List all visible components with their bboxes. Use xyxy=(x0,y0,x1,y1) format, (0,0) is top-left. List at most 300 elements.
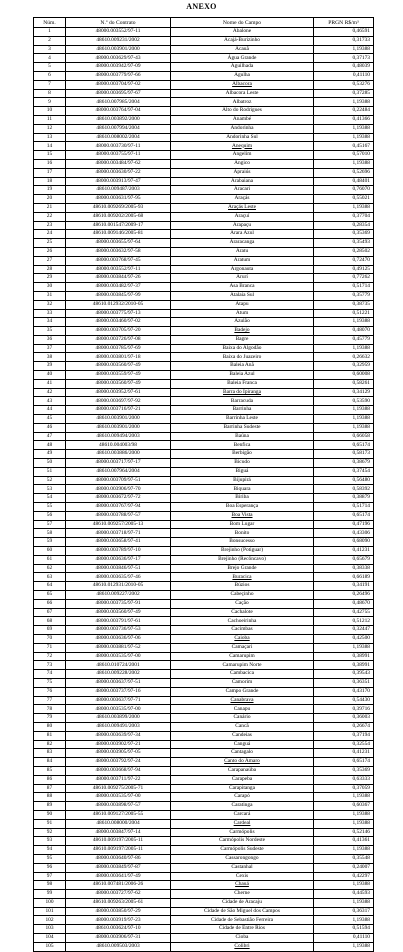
prgn-value: 0,51714 xyxy=(314,283,374,292)
row-number: 97 xyxy=(34,872,66,881)
field-name: Cação xyxy=(171,599,314,608)
table-row xyxy=(34,415,374,424)
table-row xyxy=(34,942,374,951)
table-row xyxy=(34,45,374,54)
prgn-value: 0,32959 xyxy=(314,362,374,371)
prgn-value: 0,41110 xyxy=(314,934,374,943)
prgn-value: 1,19388 xyxy=(314,881,374,890)
prgn-value: 0,34129 xyxy=(314,388,374,397)
prgn-value: 0,31733 xyxy=(314,36,374,45)
row-number: 72 xyxy=(34,652,66,661)
prgn-value: 0,53276 xyxy=(314,80,374,89)
table-row xyxy=(34,784,374,793)
row-number: 3 xyxy=(34,45,66,54)
table-body xyxy=(34,28,374,952)
contract-number: 48610.009487/2003 xyxy=(66,186,171,195)
prgn-value: 0,55021 xyxy=(314,195,374,204)
field-name: Carmópolis Sudeste xyxy=(171,846,314,855)
row-number: 78 xyxy=(34,705,66,714)
field-name: Atapu xyxy=(171,300,314,309)
row-number: 101 xyxy=(34,907,66,916)
table-row xyxy=(34,582,374,591)
contract-number: 48000.003785/97-69 xyxy=(66,344,171,353)
contract-number: 48000.003658/97-41 xyxy=(66,538,171,547)
prgn-value: 0,35548 xyxy=(314,854,374,863)
field-name: Aracari xyxy=(171,186,314,195)
table-row xyxy=(34,837,374,846)
contract-number: 48000.003788/97-57 xyxy=(66,511,171,520)
prgn-value: 0,66058 xyxy=(314,432,374,441)
field-name: Bagre xyxy=(171,335,314,344)
row-number: 19 xyxy=(34,186,66,195)
contract-number: 48000.003847/97-14 xyxy=(66,828,171,837)
contract-number: 48610.007985/2004 xyxy=(66,98,171,107)
field-name: Brejinho (Recôncavo) xyxy=(171,555,314,564)
row-number: 15 xyxy=(34,151,66,160)
row-number: 27 xyxy=(34,256,66,265)
field-name: Cidade de São Miguel dos Campos xyxy=(171,907,314,916)
prgn-value: 1,19388 xyxy=(314,133,374,142)
contract-number: 48610.003892/2000 xyxy=(66,115,171,124)
contract-number: 48610.009146/2005-81 xyxy=(66,230,171,239)
field-name: Camaçari xyxy=(171,643,314,652)
row-number: 98 xyxy=(34,881,66,890)
contract-number: 48000.003560/97-49 xyxy=(66,379,171,388)
field-name: Araracanga xyxy=(171,239,314,248)
row-number: 6 xyxy=(34,71,66,80)
table-row xyxy=(34,881,374,890)
prgn-value: 0,41231 xyxy=(314,749,374,758)
contract-number: 48610.009202/2005-68 xyxy=(66,212,171,221)
contract-number: 48000.003801/97-18 xyxy=(66,353,171,362)
row-number: 89 xyxy=(34,802,66,811)
contract-number: 48000.003846/97-51 xyxy=(66,564,171,573)
field-name: Carmópolis Nordeste xyxy=(171,837,314,846)
table-row xyxy=(34,634,374,643)
row-number: 60 xyxy=(34,547,66,556)
prgn-value: 1,19388 xyxy=(314,318,374,327)
table-row xyxy=(34,608,374,617)
contract-number: 48000.003552/97-11 xyxy=(66,28,171,37)
contract-number: 48000.003764/97-04 xyxy=(66,107,171,116)
table-row xyxy=(34,159,374,168)
table-row xyxy=(34,335,374,344)
prgn-value: 0,39543 xyxy=(314,670,374,679)
prgn-value: 1,19388 xyxy=(314,124,374,133)
table-header-row xyxy=(34,18,374,28)
table-row xyxy=(34,722,374,731)
prgn-value: 0,38679 xyxy=(314,459,374,468)
table-row xyxy=(34,714,374,723)
table-row xyxy=(34,670,374,679)
prgn-value: 0,37285 xyxy=(314,89,374,98)
field-name: Araçás xyxy=(171,195,314,204)
field-name: Cidade de Entre Rios xyxy=(171,925,314,934)
contract-number: 48000.003632/97-58 xyxy=(66,247,171,256)
table-row xyxy=(34,168,374,177)
prgn-value: 0,52696 xyxy=(314,168,374,177)
table-row xyxy=(34,283,374,292)
row-number: 31 xyxy=(34,291,66,300)
contract-number: 48000.003898/97-57 xyxy=(66,802,171,811)
contract-number: 48000.003560/97-49 xyxy=(66,608,171,617)
row-number: 40 xyxy=(34,371,66,380)
row-number: 51 xyxy=(34,467,66,476)
prgn-value: 0,26674 xyxy=(314,722,374,731)
row-number: 26 xyxy=(34,247,66,256)
field-name: Chauá xyxy=(171,881,314,890)
contract-number: 48000.003716/97-21 xyxy=(66,406,171,415)
row-number: 81 xyxy=(34,731,66,740)
prgn-value: 1,19388 xyxy=(314,45,374,54)
row-number: 83 xyxy=(34,749,66,758)
table-row xyxy=(34,661,374,670)
field-name: Acauã xyxy=(171,45,314,54)
row-number: 34 xyxy=(34,318,66,327)
row-number: 42 xyxy=(34,388,66,397)
field-name: Camarupim Norte xyxy=(171,661,314,670)
contract-number: 48000.003641/97-49 xyxy=(66,872,171,881)
contract-number: 48000.003535/97-00 xyxy=(66,705,171,714)
table-row xyxy=(34,775,374,784)
row-number: 79 xyxy=(34,714,66,723)
table-row xyxy=(34,652,374,661)
prgn-value: 0,34191 xyxy=(314,582,374,591)
table-row xyxy=(34,230,374,239)
row-number: 100 xyxy=(34,898,66,907)
contract-number: 48000.003629/97-43 xyxy=(66,54,171,63)
table-row xyxy=(34,28,374,37)
field-name: Araçuí xyxy=(171,212,314,221)
contract-number: 48000.003845/97-99 xyxy=(66,291,171,300)
prgn-value: 0,65679 xyxy=(314,555,374,564)
row-number: 23 xyxy=(34,221,66,230)
field-name: Boa Vista xyxy=(171,511,314,520)
prgn-value: 1,19388 xyxy=(314,344,374,353)
contract-number: 48000.003709/97-51 xyxy=(66,476,171,485)
table-row xyxy=(34,327,374,336)
table-row xyxy=(34,344,374,353)
prgn-value: 0,43306 xyxy=(314,529,374,538)
field-name: Barrinha xyxy=(171,406,314,415)
field-name: Berbigão xyxy=(171,450,314,459)
table-row xyxy=(34,731,374,740)
contract-number: 48610.012932/2010-05 xyxy=(66,300,171,309)
header-num: Núm. xyxy=(34,18,66,28)
field-name: Camarupim xyxy=(171,652,314,661)
row-number: 1 xyxy=(34,28,66,37)
table-row xyxy=(34,907,374,916)
field-name: Aratu xyxy=(171,247,314,256)
field-name: Cambacica xyxy=(171,670,314,679)
contract-number: 48000.003850/97-29 xyxy=(66,907,171,916)
contract-number: 48000.003902/97-21 xyxy=(66,740,171,749)
row-number: 4 xyxy=(34,54,66,63)
field-name: Aguilhada xyxy=(171,63,314,72)
row-number: 95 xyxy=(34,854,66,863)
row-number: 77 xyxy=(34,696,66,705)
prgn-value: 0,41366 xyxy=(314,115,374,124)
prgn-value: 0,56480 xyxy=(314,476,374,485)
row-number: 33 xyxy=(34,309,66,318)
contract-number: 48000.003730/97-11 xyxy=(66,142,171,151)
prgn-value: 0,63333 xyxy=(314,775,374,784)
table-row xyxy=(34,54,374,63)
prgn-value: 1,19388 xyxy=(314,98,374,107)
field-name: Argonauta xyxy=(171,265,314,274)
row-number: 90 xyxy=(34,810,66,819)
field-name: Boa Esperança xyxy=(171,503,314,512)
prgn-value: 0,48670 xyxy=(314,599,374,608)
field-name: Biguá xyxy=(171,467,314,476)
contract-number: 48000.003668/97-94 xyxy=(66,766,171,775)
contract-number: 48000.003952/97-61 xyxy=(66,388,171,397)
table-row xyxy=(34,151,374,160)
field-name: Barra do Ipiranga xyxy=(171,388,314,397)
field-name: Aratum xyxy=(171,256,314,265)
row-number: 53 xyxy=(34,485,66,494)
contract-number: 48000.003791/97-61 xyxy=(66,617,171,626)
table-row xyxy=(34,766,374,775)
table-row xyxy=(34,810,374,819)
table-row xyxy=(34,36,374,45)
table-row xyxy=(34,124,374,133)
prgn-value: 0,51212 xyxy=(314,617,374,626)
contract-number: 48610.003886/2000 xyxy=(66,450,171,459)
field-name: Atum xyxy=(171,309,314,318)
prgn-value: 0,76070 xyxy=(314,186,374,195)
table-row xyxy=(34,696,374,705)
row-number: 44 xyxy=(34,406,66,415)
row-number: 28 xyxy=(34,265,66,274)
field-name: Caratinga xyxy=(171,802,314,811)
field-name: Baleia Anã xyxy=(171,362,314,371)
contract-number: 48000.003695/97-67 xyxy=(66,89,171,98)
table-row xyxy=(34,133,374,142)
field-name: Barrinha Sudeste xyxy=(171,423,314,432)
field-name: Arabaiana xyxy=(171,177,314,186)
prgn-value: 0,26496 xyxy=(314,591,374,600)
contract-number: 48000.003913/97-47 xyxy=(66,177,171,186)
prgn-value: 0,38735 xyxy=(314,300,374,309)
row-number: 45 xyxy=(34,415,66,424)
prgn-value: 1,19388 xyxy=(314,916,374,925)
contract-number: 48000.003849/97-87 xyxy=(66,863,171,872)
table-row xyxy=(34,107,374,116)
row-number: 50 xyxy=(34,459,66,468)
table-row xyxy=(34,793,374,802)
table-row xyxy=(34,705,374,714)
prgn-value: 0,51221 xyxy=(314,309,374,318)
row-number: 2 xyxy=(34,36,66,45)
header-contract: N.º do Contrato xyxy=(66,18,171,28)
field-name: Alto do Rodrigues xyxy=(171,107,314,116)
row-number: 56 xyxy=(34,511,66,520)
contract-number: 48610.007481/2006-26 xyxy=(66,881,171,890)
prgn-value: 0,42297 xyxy=(314,872,374,881)
field-name: Andorinha Sul xyxy=(171,133,314,142)
field-name: Búzios xyxy=(171,582,314,591)
field-name: Campo Grande xyxy=(171,687,314,696)
prgn-value: 0,66189 xyxy=(314,573,374,582)
prgn-value: 1,19388 xyxy=(314,793,374,802)
table-row xyxy=(34,863,374,872)
contract-number: 48000.003631/97-95 xyxy=(66,195,171,204)
table-row xyxy=(34,459,374,468)
row-number: 59 xyxy=(34,538,66,547)
row-number: 68 xyxy=(34,617,66,626)
field-name: Biriba xyxy=(171,494,314,503)
row-number: 87 xyxy=(34,784,66,793)
prgn-value: 0,38991 xyxy=(314,661,374,670)
table-row xyxy=(34,643,374,652)
field-name: Cacimbas xyxy=(171,626,314,635)
table-row xyxy=(34,353,374,362)
row-number: 21 xyxy=(34,203,66,212)
field-name: Castanhal xyxy=(171,863,314,872)
prgn-value: 0,44593 xyxy=(314,890,374,899)
field-name: Água Grande xyxy=(171,54,314,63)
prgn-value: 0,37194 xyxy=(314,731,374,740)
row-number: 58 xyxy=(34,529,66,538)
field-name: Bom Lugar xyxy=(171,520,314,529)
contract-number: 48000.003630/97-22 xyxy=(66,168,171,177)
field-name: Barracuda xyxy=(171,397,314,406)
table-row xyxy=(34,441,374,450)
field-name: Baúna xyxy=(171,432,314,441)
prgn-value: 0,53590 xyxy=(314,397,374,406)
contract-number: 48610.007964/2004 xyxy=(66,467,171,476)
contract-number: 48610.003901/2000 xyxy=(66,415,171,424)
contract-number: 48000.003906/97-70 xyxy=(66,485,171,494)
field-name: Arurí xyxy=(171,274,314,283)
contract-number: 48000.003637/97-71 xyxy=(66,696,171,705)
table-row xyxy=(34,476,374,485)
table-row xyxy=(34,854,374,863)
table-row xyxy=(34,626,374,635)
field-name: Barrinha Leste xyxy=(171,415,314,424)
row-number: 24 xyxy=(34,230,66,239)
table-row xyxy=(34,450,374,459)
prgn-value: 0,41110 xyxy=(314,71,374,80)
prgn-value: 0,26632 xyxy=(314,353,374,362)
contract-number: 48610.001547/2009-17 xyxy=(66,221,171,230)
field-name: Cachoeirinha xyxy=(171,617,314,626)
table-row xyxy=(34,423,374,432)
table-row xyxy=(34,98,374,107)
prgn-value: 0,42755 xyxy=(314,608,374,617)
prgn-value: 0,58392 xyxy=(314,485,374,494)
field-name: Albatroz xyxy=(171,98,314,107)
contract-number: 48610.009494/2003 xyxy=(66,432,171,441)
contract-number: 48610.009231/2002 xyxy=(66,36,171,45)
prgn-value: 0,38338 xyxy=(314,564,374,573)
field-name: Canto do Amaro xyxy=(171,758,314,767)
contract-number: 48000.003640/97-86 xyxy=(66,854,171,863)
table-row xyxy=(34,177,374,186)
prgn-value: 0,51594 xyxy=(314,925,374,934)
contract-number: 48000.003705/97-20 xyxy=(66,327,171,336)
table-row xyxy=(34,371,374,380)
row-number: 70 xyxy=(34,634,66,643)
row-number: 47 xyxy=(34,432,66,441)
contract-number: 48610.009275/2005-71 xyxy=(66,784,171,793)
table-row xyxy=(34,309,374,318)
contract-number: 48610.003901/2000 xyxy=(66,423,171,432)
prgn-value: 0,48070 xyxy=(314,327,374,336)
prgn-value: 1,19388 xyxy=(314,643,374,652)
prgn-value: 0,54430 xyxy=(314,696,374,705)
table-row xyxy=(34,925,374,934)
table-row xyxy=(34,740,374,749)
contract-number: 48000.003535/97-00 xyxy=(66,793,171,802)
contract-number: 48000.003792/97-24 xyxy=(66,758,171,767)
prgn-value: 1,19388 xyxy=(314,203,374,212)
table-row xyxy=(34,555,374,564)
table-row xyxy=(34,274,374,283)
prgn-value: 1,19388 xyxy=(314,846,374,855)
table-row xyxy=(34,89,374,98)
field-name: Arara Azul xyxy=(171,230,314,239)
table-row xyxy=(34,511,374,520)
contracts-table xyxy=(33,17,374,952)
row-number: 57 xyxy=(34,520,66,529)
prgn-value: 0,41361 xyxy=(314,837,374,846)
row-number: 10 xyxy=(34,107,66,116)
table-row xyxy=(34,802,374,811)
contract-number: 48000.003779/97-66 xyxy=(66,71,171,80)
prgn-value: 0,22484 xyxy=(314,107,374,116)
row-number: 29 xyxy=(34,274,66,283)
prgn-value: 0,45779 xyxy=(314,335,374,344)
table-row xyxy=(34,115,374,124)
table-row xyxy=(34,467,374,476)
contract-number: 48000.003736/97-53 xyxy=(66,626,171,635)
contract-number: 48610.012931/2010-05 xyxy=(66,582,171,591)
row-number: 93 xyxy=(34,837,66,846)
contract-number: 48610.007994/2004 xyxy=(66,124,171,133)
prgn-value: 0,28502 xyxy=(314,247,374,256)
header-field-name: Nome do Campo xyxy=(171,18,314,28)
row-number: 20 xyxy=(34,195,66,204)
row-number: 63 xyxy=(34,573,66,582)
field-name: Benfica xyxy=(171,441,314,450)
prgn-value: 0,38991 xyxy=(314,652,374,661)
field-name: Cancã xyxy=(171,722,314,731)
contract-number: 48610.009127/2005-55 xyxy=(66,810,171,819)
prgn-value: 0,48401 xyxy=(314,177,374,186)
contract-number: 48000.003905/97-05 xyxy=(66,749,171,758)
prgn-value: 0,72470 xyxy=(314,256,374,265)
row-number: 71 xyxy=(34,643,66,652)
contract-number: 48000.003552/97-11 xyxy=(66,265,171,274)
table-row xyxy=(34,819,374,828)
field-name: Cidade de Sebastião Ferreira xyxy=(171,916,314,925)
row-number: 94 xyxy=(34,846,66,855)
row-number: 62 xyxy=(34,564,66,573)
row-number: 52 xyxy=(34,476,66,485)
field-name: Canabrava xyxy=(171,696,314,705)
contract-number: 48610.008000/2004 xyxy=(66,819,171,828)
table-row xyxy=(34,529,374,538)
field-name: Asa Branca xyxy=(171,283,314,292)
contract-number: 48610.009269/2005-93 xyxy=(66,203,171,212)
field-name: Brejinho (Potiguar) xyxy=(171,547,314,556)
row-number: 30 xyxy=(34,283,66,292)
table-row xyxy=(34,239,374,248)
table-row xyxy=(34,80,374,89)
prgn-value: 0,77262 xyxy=(314,274,374,283)
